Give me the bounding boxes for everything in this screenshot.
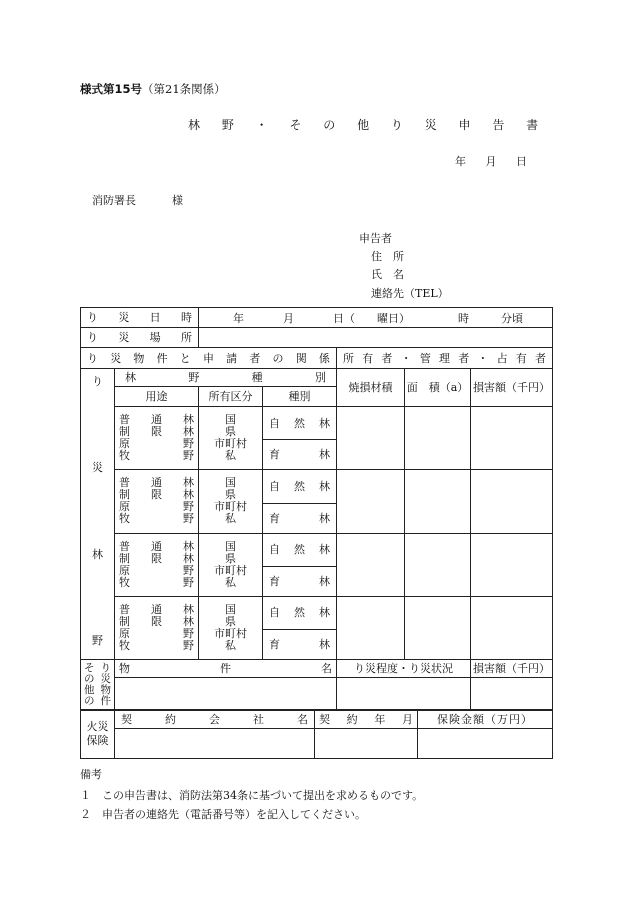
kind-natural: 自 然 林 — [269, 606, 330, 620]
area-input[interactable] — [405, 596, 471, 659]
remarks-heading: 備考 — [80, 768, 102, 781]
kind-planted: 育 林 — [269, 448, 330, 462]
other-damage-input[interactable] — [471, 678, 553, 711]
burned-volume-input[interactable] — [337, 470, 405, 533]
form-number — [80, 83, 226, 96]
row-disaster-datetime — [81, 308, 553, 328]
forest-header-row — [81, 369, 553, 387]
area-input[interactable] — [405, 470, 471, 533]
datetime-input[interactable] — [199, 308, 553, 328]
forest-uses: 普 通 林 制 限 林 原 野 牧 野 — [115, 533, 199, 596]
forest-ownerships: 国 県 市町村 私 — [199, 533, 263, 596]
addressee-office: 消防署長 — [92, 194, 136, 207]
label-owner-manager-occupant[interactable]: 所 有 者 ・ 管 理 者 ・ 占 有 者 — [343, 351, 547, 365]
remarks-item-1: １ この申告書は、消防法第34条に基づいて提出を求めるものです。 — [80, 789, 424, 802]
col-burned-volume: 焼損材積 — [337, 369, 405, 407]
applicant-name-label: 氏 名 — [371, 268, 404, 281]
addressee — [92, 194, 183, 207]
applicant-heading: 申告者 — [359, 232, 392, 245]
kind-natural: 自 然 林 — [269, 543, 330, 557]
insurance-company-input[interactable] — [115, 729, 315, 759]
forest-block-4-top — [81, 596, 553, 629]
contract-date-input[interactable] — [315, 729, 418, 759]
kind-natural: 自 然 林 — [269, 479, 330, 493]
addressee-honorific: 様 — [172, 194, 183, 207]
fire-insurance-input-row — [81, 729, 553, 759]
damage-input[interactable] — [471, 596, 553, 659]
form-number-label: 様式第15号 — [80, 82, 143, 96]
kind-planted: 育 林 — [269, 511, 330, 525]
remarks-item-2: ２ 申告者の連絡先（電話番号等）を記入してください。 — [80, 808, 366, 821]
forest-uses: 普 通 林 制 限 林 原 野 牧 野 — [115, 470, 199, 533]
fire-insurance-header — [81, 710, 553, 729]
forest-uses: 普 通 林 制 限 林 原 野 牧 野 — [115, 407, 199, 470]
kind-natural: 自 然 林 — [269, 416, 330, 430]
burned-volume-input[interactable] — [337, 596, 405, 659]
label-relation: り 災 物 件 と 申 請 者 の 関 係 — [87, 351, 330, 365]
label-disaster-datetime: り 災 日 時 — [87, 311, 192, 324]
burned-volume-input[interactable] — [337, 407, 405, 470]
fire-insurance-label: 火災 保険 — [81, 710, 115, 759]
place-input[interactable] — [199, 328, 553, 348]
other-property-input-row — [81, 678, 553, 711]
applicant-address-label: 住 所 — [371, 250, 404, 263]
row-disaster-place — [81, 328, 553, 348]
other-property-side-label: そ り の 災 他 物 の 件 — [81, 660, 115, 711]
forest-ownerships: 国 県 市町村 私 — [199, 470, 263, 533]
other-property-header — [81, 660, 553, 678]
property-name-input[interactable] — [115, 678, 337, 711]
col-kind: 種別 — [263, 387, 337, 407]
forest-ownerships: 国 県 市町村 私 — [199, 407, 263, 470]
label-disaster-place: り 災 場 所 — [87, 331, 192, 344]
col-contract-date: 契 約 年 月 — [319, 712, 413, 726]
row-relation — [81, 348, 553, 369]
area-input[interactable] — [405, 533, 471, 596]
forest-ownerships: 国 県 市町村 私 — [199, 596, 263, 659]
disaster-table — [80, 307, 553, 711]
col-area: 面 積（a） — [405, 369, 471, 407]
forest-block-2-top — [81, 470, 553, 503]
insurance-amount-input[interactable] — [418, 729, 553, 759]
damage-input[interactable] — [471, 470, 553, 533]
kind-planted: 育 林 — [269, 574, 330, 588]
col-insurance-company: 契 約 会 社 名 — [121, 712, 308, 726]
fire-insurance-table — [80, 709, 553, 759]
damage-degree-input[interactable] — [337, 678, 471, 711]
forest-uses: 普 通 林 制 限 林 原 野 牧 野 — [115, 596, 199, 659]
col-property-name: 物 件 名 — [119, 662, 332, 675]
kind-planted: 育 林 — [269, 638, 330, 651]
burned-volume-input[interactable] — [337, 533, 405, 596]
datetime-fields: 年 月 日（ 曜日） 時 分頃 — [233, 311, 523, 325]
forest-block-1-top — [81, 407, 553, 440]
col-other-damage: 損害額（千円） — [471, 660, 553, 678]
col-use: 用途 — [115, 387, 199, 407]
col-ownership: 所有区分 — [199, 387, 263, 407]
damage-input[interactable] — [471, 407, 553, 470]
forest-block-3-top — [81, 533, 553, 566]
page-title: 林 野 ・ そ の 他 り 災 申 告 書 — [188, 118, 548, 132]
forest-side-label: り 災 林 野 — [81, 369, 115, 660]
damage-input[interactable] — [471, 533, 553, 596]
forest-type-header: 林 野 種 別 — [125, 371, 326, 384]
col-damage-degree: り災程度・り災状況 — [337, 660, 471, 678]
applicant-contact-label: 連絡先（TEL） — [371, 287, 449, 300]
col-damage: 損害額（千円） — [471, 369, 553, 407]
area-input[interactable] — [405, 407, 471, 470]
col-insurance-amount: 保険金額（万円） — [418, 710, 553, 729]
form-relation: （第21条関係） — [142, 82, 226, 96]
submission-date: 年 月 日 — [455, 155, 527, 168]
